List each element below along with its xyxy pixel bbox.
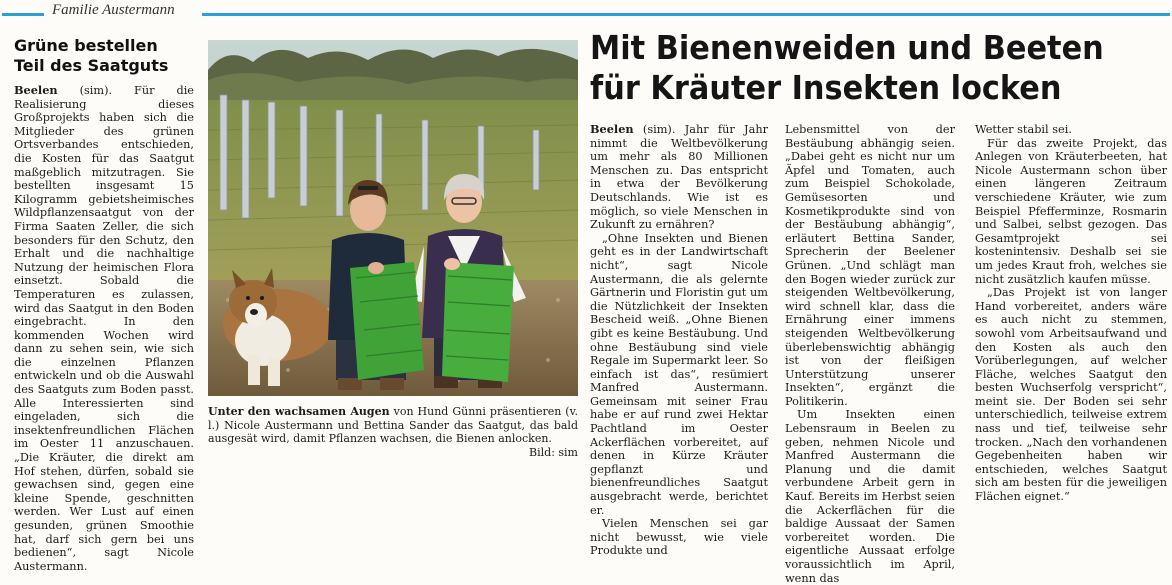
side-paragraph <box>14 84 194 573</box>
article-photo <box>208 40 578 396</box>
article-headline-line-1: Mit Bienenweiden und Beeten <box>590 28 1104 67</box>
article-dateline: Beelen <box>590 122 634 136</box>
article-column-2 <box>785 123 955 585</box>
article-headline-line-2: für Kräuter Insekten locken <box>590 68 1062 107</box>
section-rule-left <box>2 13 44 16</box>
caption-text: von Hund Günni präsentieren (v. l.) Nicole Austermann und Bettina Sander das Saatgut, das bald ausgesät wird, damit Pflanzen wachsen, die Bienen anlocken. <box>208 405 578 446</box>
article-paragraph: „Das Projekt ist von langer Hand vorbereitet, anders wäre es auch nicht zu stemmen, sowohl vom Arbeitsaufwand und den Kosten als auch den Vorüberlegungen, auf welcher Fläche, welches Saatgut den besten Wuchserfolg verspricht“, meint sie. Der Boden sei sehr unterschiedlich, teilweise extrem nass und tief, teilweise sehr trocken. „Nach den vorhandenen Gegebenheiten haben wir entschieden, welches Saatgut sich am besten für die jeweiligen Flächen eignet.“ <box>975 286 1167 504</box>
side-headline-line-1: Grüne bestellen <box>14 36 158 55</box>
article-paragraph: „Ohne Insekten und Bienen geht es in der Landwirtschaft nicht“, sagt Nicole Austermann, die als gelernte Gärtnerin und Floristin gut um die Nützlichkeit der Insekten Bescheid weiß. „Ohne Bienen gibt es keine Bestäubung. Und ohne Bestäubung sind viele Regale im Supermarkt leer. So einfach ist das“, resümiert Manfred Austermann. Gemeinsam mit seiner Frau habe er auf rund zwei Hektar Pachtland im Oester Ackerflächen vorbereitet, auf denen in Kürze Kräuter gepflanzt und bienenfreundliches Saatgut ausgebracht werde, berichtet er. <box>590 231 768 517</box>
article-text: (sim). Jahr für Jahr nimmt die Weltbevölkerung um mehr als 80 Millionen Menschen zu. Das entspricht in etwa der Bevölkerung Deutschlands. Wie ist es möglich, so viele Menschen in Zukunft zu ernähren? <box>590 123 768 232</box>
article-column-1 <box>590 123 768 558</box>
caption-lead: Unter den wachsamen Augen <box>208 405 390 418</box>
side-body <box>14 84 194 573</box>
photo-caption <box>208 405 578 459</box>
side-text: (sim). Für die Realisierung dieses Großprojekts haben sich die Mitglieder des grünen Ortsverbandes entschieden, die Kosten für das Saatgut maßgeblich mitzutragen. Sie bestellten insgesamt 15 Kilogramm gebietsheimisches Wildpflanzensaatgut von der Firma Saaten Zeller, die sich besonders für den Schutz, den Erhalt und die nachhaltige Nutzung der heimischen Flora einsetzt. Sobald die Temperaturen es zulassen, wird das Saatgut in den Boden eingebracht. In den kommenden Wochen wird dann zu sehen sein, wie sich die einzelnen Pflanzen entwickeln und ob die Auswahl des Saatguts zum Boden passt. Alle Interessierten sind eingeladen, sich die insektenfreundlichen Flächen im Oester 11 anzuschauen. „Die Kräuter, die direkt am Hof stehen, dürfen, sobald sie gewachsen sind, gegen eine kleine Spende, geschnitten werden. Wer Lust auf einen gesunden, grünen Smoothie hat, darf sich gern bei uns bedienen“, sagt Nicole Austermann. <box>14 84 194 573</box>
article-headline <box>590 28 1122 108</box>
side-headline-line-2: Teil des Saatguts <box>14 56 169 75</box>
article-paragraph: Lebensmittel von der Bestäubung abhängig seien. „Dabei geht es nicht nur um Äpfel und Tomaten, auch zum Beispiel Schokolade, Gemüsesorten und Kosmetikprodukte sind von der Bestäubung abhängig“, erläutert Bettina Sander, Sprecherin der Beelener Grünen. „Und schlägt man den Bogen wieder zurück zur steigenden Weltbevölkerung, wird schnell klar, dass die Ernährung einer immens steigenden Weltbevölkerung überlebenswichtig abhängig ist von der fleißigen Unterstützung unserer Insekten“, ergänzt die Politikerin. <box>785 123 955 408</box>
photo-credit: Bild: sim <box>529 445 578 459</box>
article-paragraph: Für das zweite Projekt, das Anlegen von Kräuterbeeten, hat Nicole Austermann schon über einen längeren Zeitraum verschiedene Kräuter, wie zum Beispiel Pfefferminze, Rosmarin und Salbei, selbst gezogen. Das Gesamtprojekt sei kostenintensiv. Deshalb sei sie um jedes Kraut froh, welches sie nicht zusätzlich kaufen müsse. <box>975 136 1167 286</box>
article-paragraph <box>590 123 768 232</box>
photo-illustration <box>208 40 578 396</box>
article-paragraph: Um Insekten einen Lebensraum in Beelen zu geben, nehmen Nicole und Manfred Austermann die Planung und die damit verbundene Arbeit gern in Kauf. Bereits im Herbst seien die Ackerflächen für die baldige Aussaat der Samen vorbereitet worden. Die eigentliche Aussaat erfolge voraussichtlich im April, wenn das <box>785 408 955 585</box>
side-dateline: Beelen <box>14 83 58 97</box>
side-headline <box>14 36 204 76</box>
section-rule-right <box>202 13 1170 16</box>
article-column-3 <box>975 123 1167 504</box>
article-paragraph: Wetter stabil sei. <box>975 123 1072 136</box>
article-paragraph: Vielen Menschen sei gar nicht bewusst, wie viele Produkte und <box>590 517 768 558</box>
section-label: Familie Austermann <box>52 2 175 18</box>
